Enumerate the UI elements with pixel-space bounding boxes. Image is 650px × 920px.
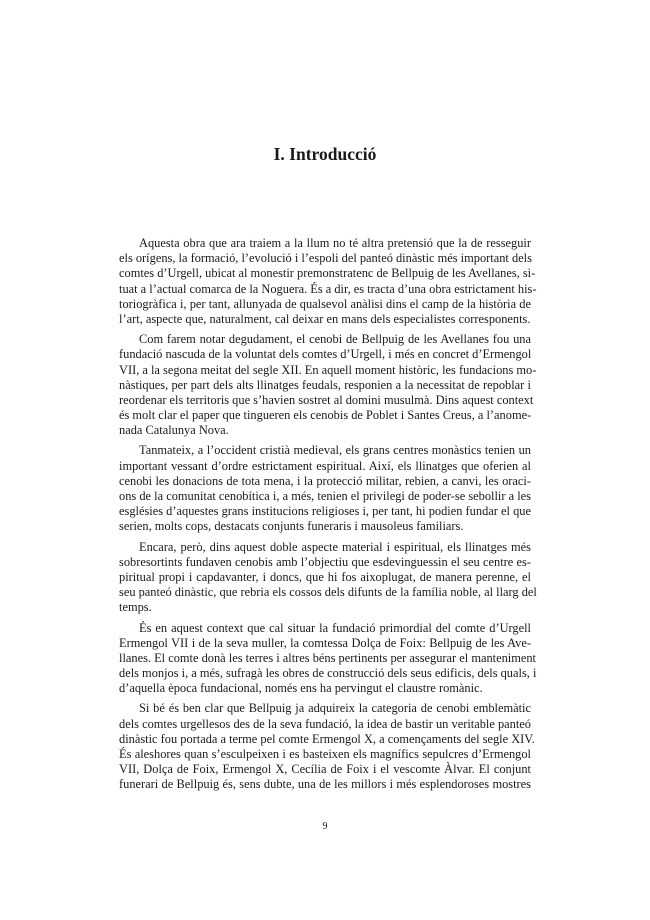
text-line: dels monjos i, a més, sufragà les obres de construcció dels seus edificis, dels quals, i (119, 666, 537, 681)
text-line: els orígens, la formació, l’evolució i l’espoli del panteó dinàstic més important dels (119, 251, 532, 266)
paragraph (119, 236, 537, 327)
page-number: 9 (322, 821, 328, 832)
paragraph (119, 539, 537, 616)
text-line: nada Catalunya Nova. (119, 423, 229, 438)
text-line: Tanmateix, a l’occident cristià medieval, els grans centres monàstics tenien un (139, 443, 531, 458)
text-line: És en aquest context que cal situar la fundació primordial del comte d’Urgell (139, 620, 531, 635)
text-line: Encara, però, dins aquest doble aspecte material i espiritual, els llinatges més (139, 539, 531, 554)
text-line: Com farem notar degudament, el cenobi de Bellpuig de les Avellanes fou una (139, 332, 531, 347)
text-line: piritual propi i capdavanter, i doncs, que hi fos aixoplugat, de manera perenne, el (119, 569, 531, 584)
text-line: d’aquella època fundacional, només ens ha pervingut el claustre romànic. (119, 681, 483, 696)
text-line: esglésies d’aquestes grans institucions religioses i, per tant, hi podien fundar el que (119, 504, 531, 519)
text-line: dinàstic fou portada a terme pel comte Ermengol X, a començaments del segle XIV. (119, 731, 535, 746)
text-line: cenobi les donacions de tota mena, i la protecció militar, rebien, a canvi, les oraci- (119, 473, 531, 488)
text-line: comtes d’Urgell, ubicat al monestir premonstratenc de Bellpuig de les Avellanes, si- (119, 266, 536, 281)
paragraph (119, 701, 535, 792)
chapter-title: I. Introducció (273, 144, 377, 164)
text-line: funerari de Bellpuig és, sens dubte, una de les millors i més esplendoroses mostres (119, 777, 531, 792)
text-line: sobresortints fundaven cenobis amb l’objectiu que esdevinguessin el seu centre es- (119, 554, 531, 569)
text-line: és molt clar el paper que tingueren els cenobis de Poblet i Santes Creus, a l’anome- (119, 408, 532, 423)
text-line: És aleshores quan s’esculpeixen i es basteixen els magnífics sepulcres d’Ermengol (119, 747, 531, 761)
text-line: temps. (119, 600, 152, 615)
text-line: Aquesta obra que ara traiem a la llum no té altra pretensió que la de resseguir (139, 236, 531, 250)
text-line: fundació nascuda de la voluntat dels comtes d’Urgell, i més en concret d’Ermengol (119, 347, 532, 362)
text-line: Si bé és ben clar que Bellpuig ja adquireix la categoria de cenobi emblemàtic (139, 701, 531, 716)
paragraph (119, 332, 537, 438)
text-line: VII, Dolça de Foix, Ermengol X, Cecília de Foix i el vescomte Àlvar. El conjunt (119, 762, 531, 777)
body-text (119, 236, 537, 798)
text-line: ons de la comunitat cenobítica i, a més, tenien el privilegi de poder-se sebollir a les (119, 489, 531, 503)
text-line: important vessant d’ordre estrictament espiritual. Així, els llinatges que oferien al (119, 458, 531, 473)
text-line: dels comtes urgellesos des de la seva fundació, la idea de bastir un veritable panteó (119, 716, 531, 731)
text-line: toriogràfica i, per tant, allunyada de qualsevol anàlisi dins el camp de la història de (119, 296, 531, 311)
text-line: l’art, aspecte que, naturalment, cal deixar en mans dels especialistes corresponents. (119, 311, 531, 326)
text-line: Ermengol VII i de la seva muller, la comtessa Dolça de Foix: Bellpuig de les Ave- (119, 635, 531, 650)
text-line: tuat a l’actual comarca de la Noguera. És a dir, es tracta d’una obra estrictament his- (119, 281, 537, 296)
text-line: nàstiques, per part dels alts llinatges feudals, responien a la necessitat de repoblar i (119, 377, 531, 392)
paragraph (119, 443, 531, 534)
paragraph (119, 620, 537, 697)
text-line: reordenar els territoris que s’havien sostret al domini musulmà. Dins aquest context (119, 392, 534, 407)
text-line: VII, a la segona meitat del segle XII. En aquell moment històric, les fundacions mo- (119, 362, 537, 377)
text-line: seu panteó dinàstic, que rebria els cossos dels difunts de la família noble, al llarg del (119, 585, 537, 600)
text-line: serien, molts cops, destacats conjunts funeraris i mausoleus familiars. (119, 519, 464, 534)
text-line: llanes. El comte donà les terres i altres béns pertinents per assegurar el manteniment (119, 650, 537, 665)
